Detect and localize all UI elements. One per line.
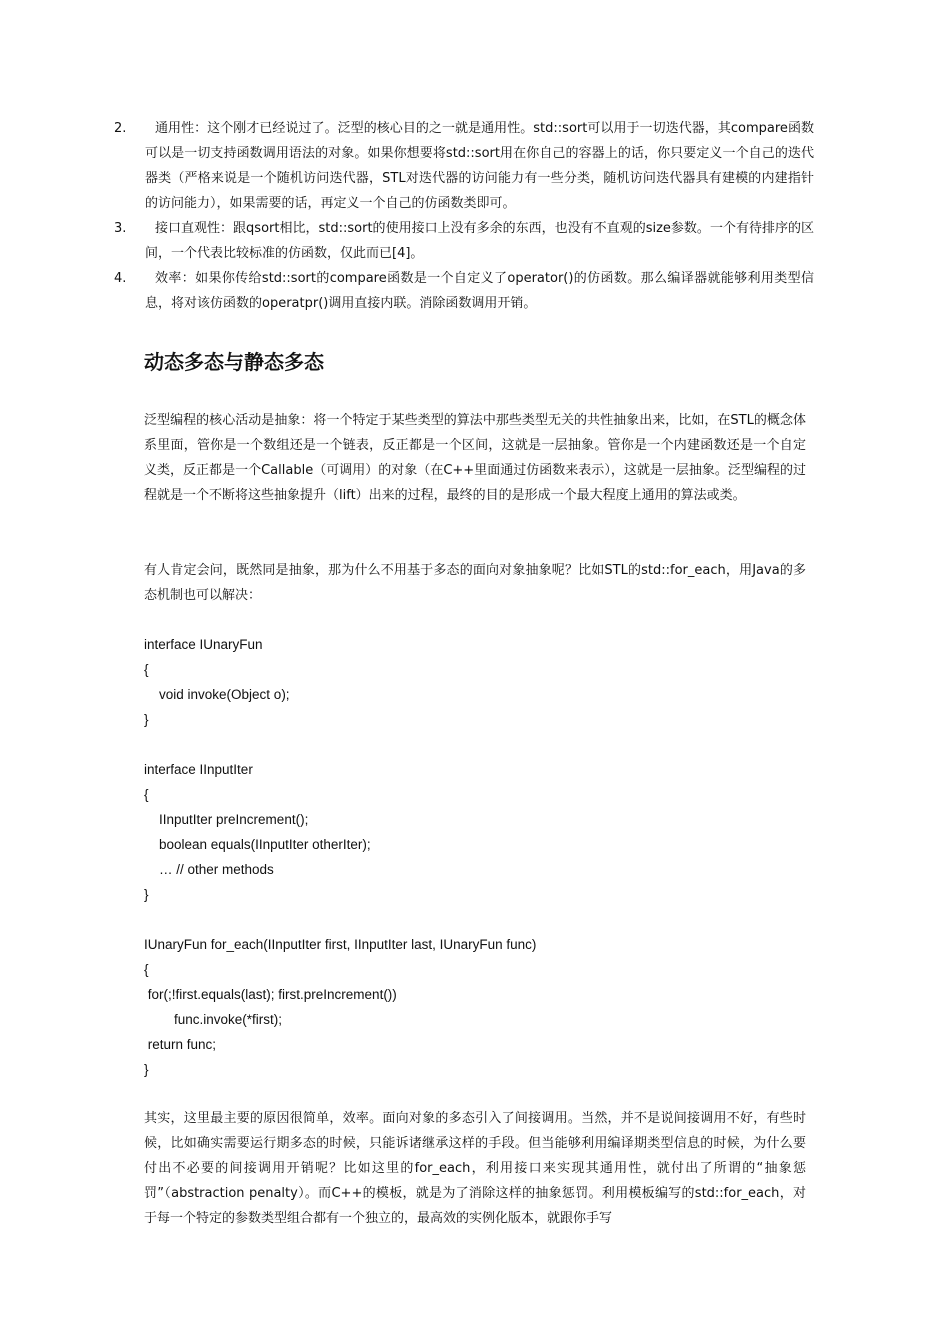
- paragraph-question: 有人肯定会问，既然同是抽象，那为什么不用基于多态的面向对象抽象呢？比如STL的std::for_each，用Java的多态机制也可以解决：: [144, 563, 806, 603]
- code-line: boolean equals(IInputIter otherIter);: [144, 837, 371, 852]
- code-line: interface IUnaryFun: [144, 637, 263, 652]
- section-heading: 动态多态与静态多态: [144, 350, 324, 374]
- numbered-list: [114, 116, 814, 316]
- code-block-iunaryfun: [144, 632, 806, 732]
- code-line: for(;!first.equals(last); first.preIncrement()): [144, 987, 397, 1002]
- code-block-iinputiter: [144, 757, 806, 907]
- code-line: {: [144, 787, 149, 802]
- code-block-for-each: [144, 932, 806, 1082]
- list-item: [114, 116, 814, 216]
- list-item-text: 效率：如果你传给std::sort的compare函数是一个自定义了operator()的仿函数。那么编译器就能够利用类型信息，将对该仿函数的operatpr()调用直接内联。消除函数调用开销。: [145, 271, 814, 311]
- list-item-text: 接口直观性：跟qsort相比，std::sort的使用接口上没有多余的东西，也没有不直观的size参数。一个有待排序的区间，一个代表比较标准的仿函数，仅此而已[4]。: [145, 221, 814, 261]
- code-line: void invoke(Object o);: [144, 687, 290, 702]
- code-line: … // other methods: [144, 862, 274, 877]
- paragraph-efficiency: 其实，这里最主要的原因很简单，效率。面向对象的多态引入了间接调用。当然，并不是说间接调用不好，有些时候，比如确实需要运行期多态的时候，只能诉诸继承这样的手段。但当能够利用编译期类型信息的时候，为什么要付出不必要的间接调用开销呢？比如这里的for_each，利用接口来实现其通用性，就付出了所谓的“抽象惩罚”（abstraction penalty）。而C++的模板，就是为了消除这样的抽象惩罚。利用模板编写的std::for_each，对于每一个特定的参数类型组合都有一个独立的，最高效的实例化版本，就跟你手写: [144, 1111, 806, 1226]
- code-line: }: [144, 887, 149, 902]
- code-line: interface IInputIter: [144, 762, 253, 777]
- list-item-number: 2.: [114, 121, 127, 136]
- code-line: func.invoke(*first);: [144, 1012, 283, 1027]
- list-item: [114, 216, 814, 266]
- paragraph-abstraction: 泛型编程的核心活动是抽象：将一个特定于某些类型的算法中那些类型无关的共性抽象出来，比如，在STL的概念体系里面，管你是一个数组还是一个链表，反正都是一个区间，这就是一层抽象。管你是一个内建函数还是一个自定义类，反正都是一个Callable（可调用）的对象（在C++里面通过仿函数来表示），这就是一层抽象。泛型编程的过程就是一个不断将这些抽象提升（lift）出来的过程，最终的目的是形成一个最大程度上通用的算法或类。: [144, 413, 806, 503]
- code-line: {: [144, 662, 149, 677]
- list-item-number: 3.: [114, 221, 127, 236]
- list-item: [114, 266, 814, 316]
- list-item-number: 4.: [114, 271, 127, 286]
- code-line: IUnaryFun for_each(IInputIter first, IInputIter last, IUnaryFun func): [144, 937, 537, 952]
- code-line: IInputIter preIncrement();: [144, 812, 309, 827]
- list-item-text: 通用性：这个刚才已经说过了。泛型的核心目的之一就是通用性。std::sort可以用于一切迭代器，其compare函数可以是一切支持函数调用语法的对象。如果你想要将std::sort用在你自己的容器上的话，你只要定义一个自己的迭代器类（严格来说是一个随机访问迭代器，STL对迭代器的访问能力有一些分类，随机访问迭代器具有建模的内建指针的访问能力），如果需要的话，再定义一个自己的仿函数类即可。: [145, 121, 814, 211]
- code-line: return func;: [144, 1037, 217, 1052]
- code-line: {: [144, 962, 149, 977]
- code-line: }: [144, 1062, 149, 1077]
- code-line: }: [144, 712, 149, 727]
